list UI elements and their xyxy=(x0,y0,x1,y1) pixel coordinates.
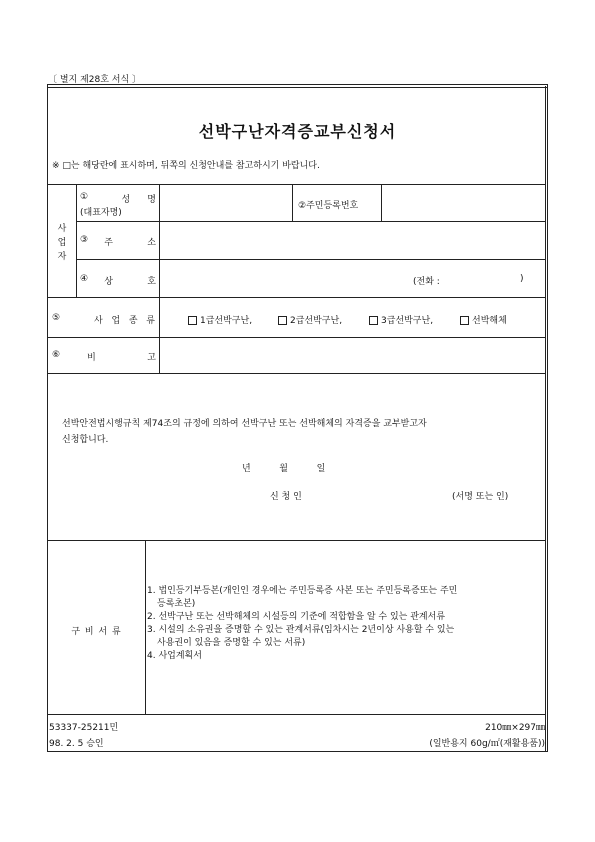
document-item: 4. 사업계획서 xyxy=(147,651,202,661)
checkbox-icon[interactable] xyxy=(460,316,469,325)
form-label: 〔 별지 제28호 서식 〕 xyxy=(48,75,142,85)
id-number-label: ②주민등록번호 xyxy=(298,201,359,211)
business-name-number: ④ xyxy=(80,274,89,284)
option-class2[interactable]: 2급선박구난, xyxy=(278,313,342,326)
page-title: 선박구난자격증교부신청서 xyxy=(198,122,397,141)
name-label: 성 명 xyxy=(121,195,156,205)
instruction-text: ※ □는 해당란에 표시하며, 뒤쪽의 신청안내를 참고하시기 바랍니다. xyxy=(52,161,320,171)
document-item: 3. 시설의 소유권을 증명할 수 있는 관계서류(임차시는 2년이상 사용할 수 있는 xyxy=(147,625,455,635)
business-name-field[interactable] xyxy=(160,260,400,297)
business-type-number: ⑤ xyxy=(52,313,61,323)
remarks-label: 비 고 xyxy=(87,353,156,363)
address-number: ③ xyxy=(80,235,89,245)
documents-list xyxy=(147,585,545,663)
statement-line1: 선박안전법시행규칙 제74조의 규정에 의하여 선박구난 또는 선박해체의 자격증을 교부받고자 xyxy=(62,419,427,429)
paper-size: 210㎜×297㎜ xyxy=(485,723,545,733)
id-number-field[interactable] xyxy=(382,185,545,221)
option-class3[interactable]: 3급선박구난, xyxy=(369,313,433,326)
paper-type: (일반용지 60g/㎡(재활용품)) xyxy=(429,739,545,749)
checkbox-icon[interactable] xyxy=(188,316,197,325)
statement-line2: 신청합니다. xyxy=(62,435,109,445)
business-type-label: 사 업 종 류 xyxy=(94,316,156,326)
document-item: 등록초본) xyxy=(157,599,196,609)
approval-date: 98. 2. 5 승인 xyxy=(49,739,104,749)
phone-field[interactable] xyxy=(453,268,515,288)
applicant-label: 신 청 인 xyxy=(270,492,302,502)
business-name-label: 상 호 xyxy=(104,277,156,287)
form-code: 53337-25211민 xyxy=(49,723,119,733)
document-item: 사용권이 있음을 증명할 수 있는 서류) xyxy=(157,638,306,648)
address-label: 주 소 xyxy=(104,238,156,248)
name-number: ① xyxy=(80,192,89,202)
checkbox-icon[interactable] xyxy=(369,316,378,325)
documents-label: 구 비 서 류 xyxy=(71,627,122,637)
address-field[interactable] xyxy=(160,222,545,259)
document-item: 2. 선박구난 또는 선박해체의 시설등의 기준에 적합함을 알 수 있는 관계서류 xyxy=(147,612,446,622)
date-line: 년 월 일 xyxy=(242,464,326,474)
document-item: 1. 법인등기부등본(개인인 경우에는 주민등록증 사본 또는 주민등록증또는 주민 xyxy=(147,586,458,596)
phone-close: ) xyxy=(520,274,524,284)
option-class1[interactable]: 1급선박구난, xyxy=(188,313,252,326)
checkbox-icon[interactable] xyxy=(278,316,287,325)
applicant-side-label: 사 업 자 xyxy=(57,224,67,262)
name-field[interactable] xyxy=(160,185,292,221)
signature-label: (서명 또는 인) xyxy=(452,492,509,502)
remarks-number: ⑥ xyxy=(52,350,61,360)
phone-label: (전화 : xyxy=(413,277,440,287)
name-sublabel: (대표자명) xyxy=(80,208,122,218)
option-dismantle[interactable]: 선박해체 xyxy=(460,313,507,326)
remarks-field[interactable] xyxy=(160,338,545,373)
